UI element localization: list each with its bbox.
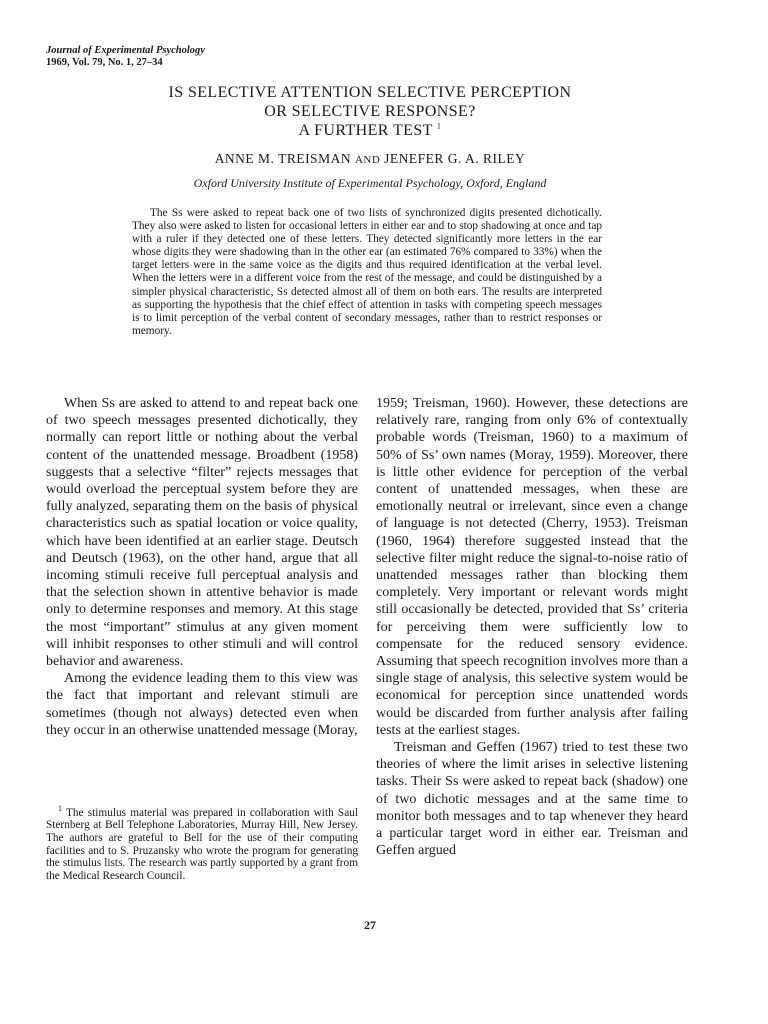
title-line-3	[60, 121, 680, 140]
author-1: ANNE M. TREISMAN	[214, 151, 352, 166]
paragraph: When Ss are asked to attend to and repeat back one of two speech messages presented dichotically, they normally can report little or nothing about the verbal content of the unattended message. Broadbent (1958) suggests that a selective “filter” rejects messages that would overload the perceptual system before they are fully analyzed, separating them on the basis of physical characteristics such as spatial location or voice quality, which have been identified at an earlier stage. Deutsch and Deutsch (1963), on the other hand, argue that all incoming stimuli receive full perceptual analysis and that the selection shown in attentive behavior is made only to determine responses and memory. At this stage the most “important” stimulus at any given moment will inhibit responses to other stimuli and will control behavior and awareness.	[46, 396, 358, 670]
affiliation: Oxford University Institute of Experimental Psychology, Oxford, England	[193, 176, 547, 190]
paragraph: Treisman and Geffen (1967) tried to test these two theories of where the limit arises in selective listening tasks. Their Ss were asked to repeat back (shadow) one of two dichotic messages and at the same time to monitor both messages and to tap whenever they heard a particular target word in either ear. Treisman and Geffen argued	[376, 740, 688, 859]
author-2: JENEFER G. A. RILEY	[384, 151, 526, 166]
footnote	[46, 803, 358, 882]
body-column-left	[46, 395, 358, 739]
author-conjunction: AND	[354, 154, 381, 166]
footnote-text: The stimulus material was prepared in collaboration with Saul Sternberg at Bell Telephone Laboratories, Murray Hill, New Jersey. The authors are grateful to Bell for the use of their computing facilities and to S. Pruzansky who wrote the program for generating the stimulus lists. The research was partly supported by a grant from the Medical Research Council.	[46, 806, 359, 882]
title-line-3-text: A FURTHER TEST	[298, 122, 433, 139]
paragraph: Among the evidence leading them to this view was the fact that important and relevant stimuli are sometimes (though not always) detected even when they occur in an otherwise unattended message (Moray,	[46, 671, 358, 738]
footnote-mark: 1	[58, 804, 62, 813]
body-column-right	[376, 395, 688, 859]
title-line-2: OR SELECTIVE RESPONSE?	[264, 103, 476, 120]
title-footnote-mark: 1	[436, 121, 442, 131]
paragraph: 1959; Treisman, 1960). However, these detections are relatively rare, ranging from only 6% of contextually probable words (Treisman, 1960) to a maximum of 50% of Ss’ own names (Moray, 1959). Moreover, there is little other evidence for perception of the verbal content of unattended messages, when these are emotionally neutral or irrelevant, since even a change of language is not detected (Cherry, 1953). Treisman (1960, 1964) therefore suggested instead that the selective filter might reduce the signal-to-noise ratio of unattended messages rather than blocking them completely. Very important or relevant words might still occasionally be detected, provided that Ss’ criteria for perceiving them were sufficiently low to compensate for the reduced sensory evidence. Assuming that speech recognition involves more than a single stage of analysis, this selective system would be economical for perception since unattended words would be discarded from further analysis after failing tests at the earliest stages.	[376, 396, 688, 738]
page-number: 27	[364, 918, 376, 932]
journal-volume: 1969, Vol. 79, No. 1, 27–34	[46, 56, 163, 68]
journal-header	[46, 45, 205, 68]
article-title	[60, 83, 680, 140]
journal-name: Journal of Experimental Psychology	[46, 45, 205, 56]
title-line-1: IS SELECTIVE ATTENTION SELECTIVE PERCEPTION	[168, 84, 572, 101]
authors	[60, 151, 680, 167]
abstract: The Ss were asked to repeat back one of two lists of synchronized digits presented dichotically. They also were asked to listen for occasional letters in either ear and to stop shadowing at once and tap with a ruler if they detected one of these letters. They detected significantly more letters in the ear whose digits they were shadowing than in the other ear (an estimated 76% compared to 33%) when the target letters were in the same voice as the digits and thus required identification at the verbal level. When the letters were in a different voice from the rest of the message, and could be distinguished by a simpler physical characteristic, Ss detected almost all of them on both ears. The results are interpreted as supporting the hypothesis that the chief effect of attention in tasks with competing speech messages is to limit perception of the verbal content of secondary messages, rather than to restrict responses or memory.	[132, 207, 602, 337]
